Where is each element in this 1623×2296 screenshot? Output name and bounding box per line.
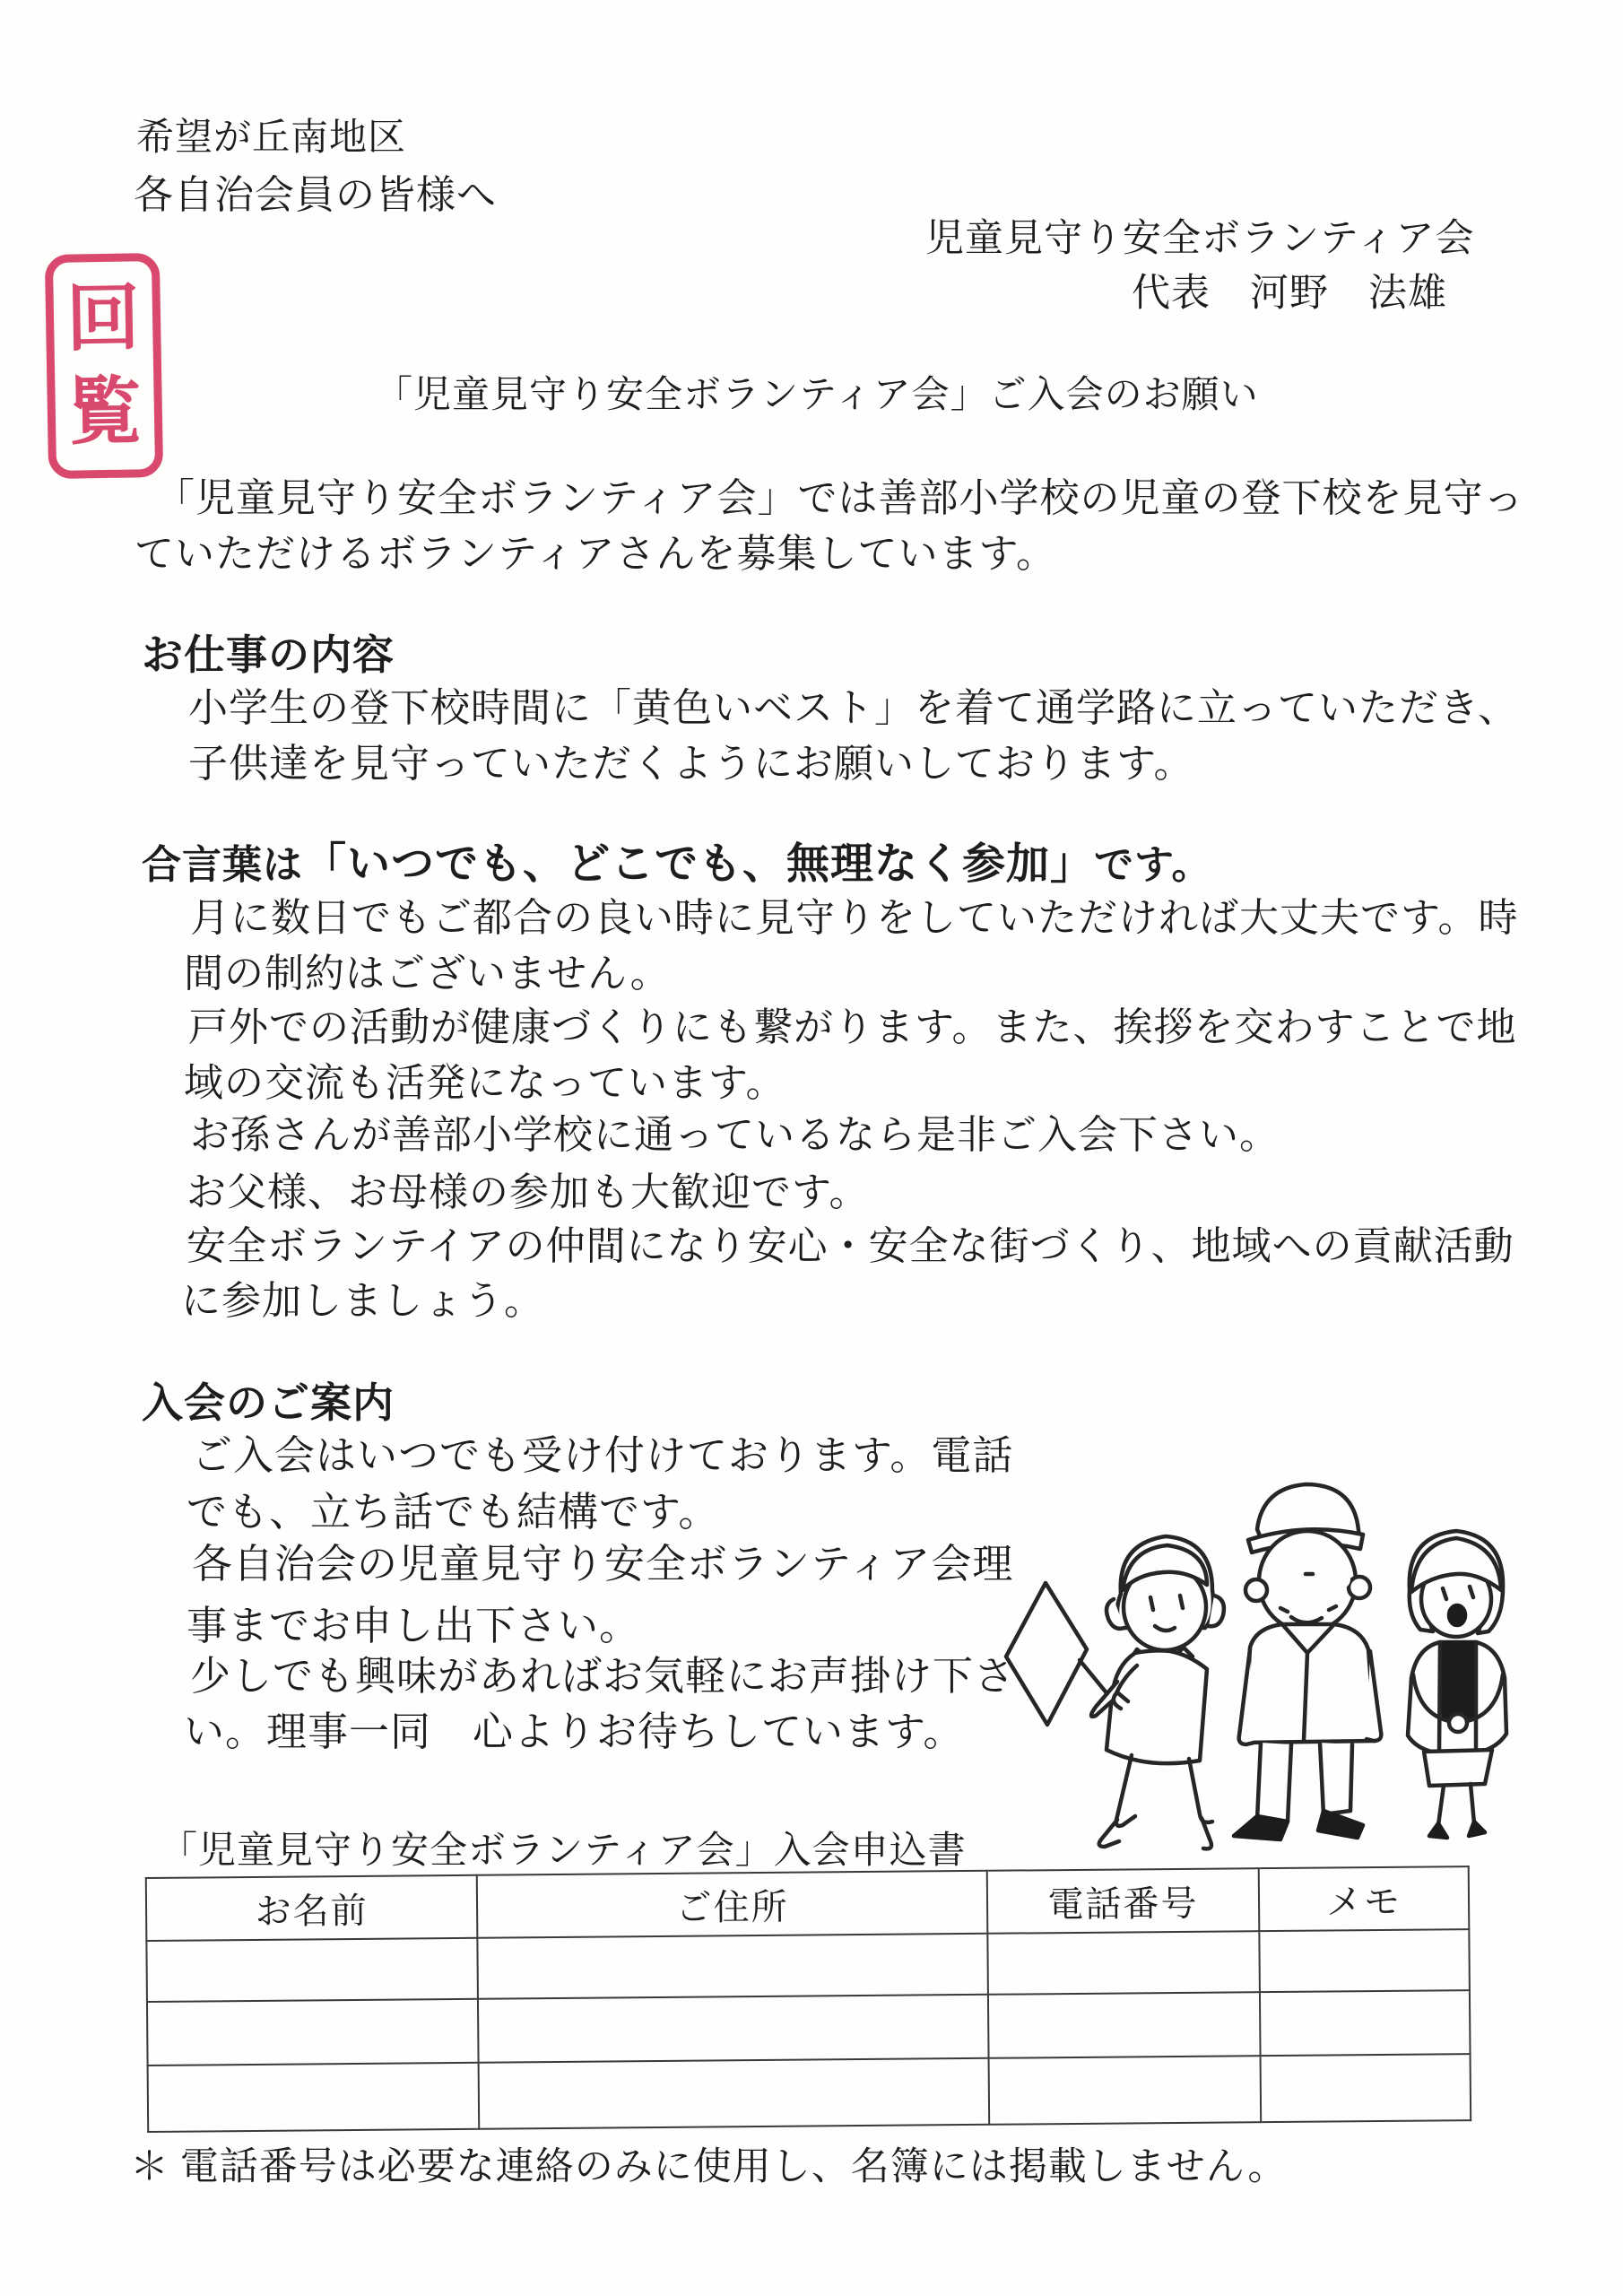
doc-title: 「児童見守り安全ボランティア会」ご入会のお願い (375, 375, 1259, 416)
volunteer-man-cap (1234, 1484, 1381, 1839)
motto-line-1: 月に数日でもご都合の良い時に見守りをしていただければ大丈夫です。時 (190, 896, 1519, 940)
stamp-char-ran: 覧 (67, 370, 143, 455)
sender-representative: 代表 河野 法雄 (1132, 273, 1447, 315)
motto-line-2: 間の制約はございません。 (184, 952, 671, 996)
job-line-1: 小学生の登下校時間に「黄色いベスト」を着て通学路に立っていただき、 (188, 686, 1519, 730)
motto-heading-prefix: 合言葉は (142, 843, 303, 887)
sender-organization: 児童見守り安全ボランティア会 (925, 218, 1475, 260)
form-col-name: お名前 (146, 1875, 478, 1941)
join-line-2: でも、立ち話でも結構です。 (187, 1490, 720, 1535)
form-header-row (146, 1866, 1470, 1941)
recipient-audience: 各自治会員の皆様へ (134, 173, 497, 217)
form-cell (987, 1931, 1260, 1995)
form-title: 「児童見守り安全ボランティア会」入会申込書 (160, 1831, 967, 1872)
intro-line-2: ていただけるボランティアさんを募集しています。 (135, 532, 1056, 576)
form-empty-row (146, 1929, 1470, 2002)
recipient-district: 希望が丘南地区 (136, 117, 407, 159)
form-col-address: ご住所 (477, 1871, 988, 1938)
motto-section-heading (142, 839, 1212, 891)
stamp-char-kai: 回 (65, 276, 141, 361)
job-section-heading: お仕事の内容 (142, 632, 395, 678)
motto-heading-suffix: です。 (1094, 843, 1212, 887)
join-section-heading: 入会のご案内 (142, 1380, 395, 1426)
join-line-4: 事までお申し出下さい。 (187, 1604, 641, 1648)
intro-line-1: 「児童見守り安全ボランティア会」では善部小学校の児童の登下校を見守っ (155, 476, 1524, 520)
signup-form-table (145, 1866, 1471, 2133)
form-cell (147, 1999, 479, 2066)
circulation-stamp (45, 253, 163, 479)
motto-line-7: 安全ボランテイアの仲間になり安心・安全な街づくり、地域への貢献活動 (187, 1224, 1515, 1268)
volunteer-woman-flag (1006, 1536, 1224, 1848)
form-cell (479, 2058, 990, 2129)
form-col-phone: 電話番号 (987, 1868, 1260, 1934)
form-cell (1260, 1990, 1471, 2056)
job-line-2: 子供達を見守っていただくようにお願いしております。 (188, 742, 1194, 786)
form-cell (146, 1938, 478, 2002)
join-line-6: い。理事一同 心よりお待ちしています。 (184, 1709, 965, 1754)
volunteers-illustration (986, 1439, 1533, 1861)
form-cell (478, 1995, 989, 2063)
motto-line-3: 戸外での活動が健康づくりにも繋がります。また、挨拶を交わすことで地 (188, 1005, 1517, 1049)
motto-heading-slogan: 「いつでも、どこでも、無理なく参加」 (303, 840, 1095, 888)
form-col-memo: メモ (1259, 1866, 1470, 1931)
motto-line-6: お父様、お母様の参加も大歓迎です。 (187, 1170, 870, 1214)
motto-line-5: お孫さんが善部小学校に通っているなら是非ご入会下さい。 (190, 1113, 1280, 1157)
motto-line-8: に参加しましょう。 (181, 1279, 544, 1323)
form-cell (989, 2056, 1262, 2125)
form-footnote: ＊ 電話番号は必要な連絡のみに使用し、名簿には掲載しません。 (130, 2146, 1288, 2188)
join-line-5: 少しでも興味があればお気軽にお声掛け下さ (190, 1654, 1016, 1699)
form-cell (477, 1934, 988, 1999)
join-line-1: ご入会はいつでも受け付けております。電話 (192, 1433, 1014, 1478)
form-empty-row (148, 2054, 1471, 2132)
motto-line-4: 域の交流も活発になっています。 (184, 1061, 786, 1105)
form-cell (148, 2063, 480, 2132)
form-cell (1259, 1929, 1470, 1992)
form-cell (1261, 2054, 1471, 2122)
join-line-3: 各自治会の児童見守り安全ボランティア会理 (192, 1542, 1014, 1587)
form-cell (988, 1992, 1261, 2058)
volunteer-woman-right (1408, 1531, 1506, 1838)
form-empty-row (147, 1990, 1471, 2066)
